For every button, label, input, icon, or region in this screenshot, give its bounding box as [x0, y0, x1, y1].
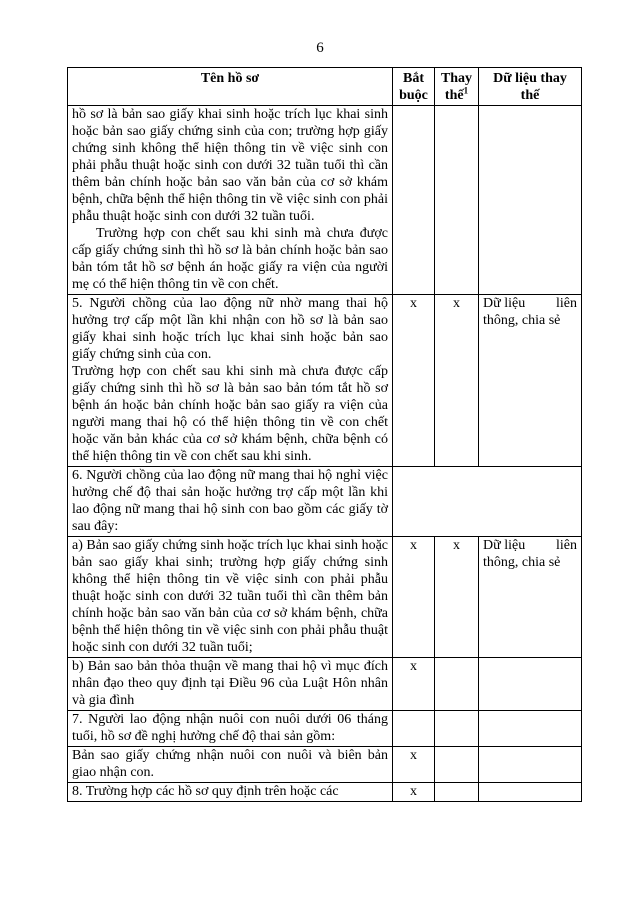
replace-cell [435, 747, 479, 783]
required-cell: x [393, 658, 435, 711]
row-name-cell [68, 783, 393, 802]
row-name-cell [68, 106, 393, 295]
replace-data-text: thông, chia sẻ [483, 555, 561, 570]
table-row [68, 658, 582, 711]
table-row [68, 467, 582, 537]
row-text: a) Bản sao giấy chứng sinh hoặc trích lục khai sinh hoặc bản sao giấy khai sinh; trường hợp giấy chứng sinh không thể hiện thông tin về việc sinh con phải phẫu thuật hoặc sinh con dưới 32 tuần tuổi thì cần thêm bản chính hoặc bản sao văn bản của cơ sở khám bệnh, chữa bệnh thể hiện thông tin về việc sinh con phải phẫu thuật hoặc sinh con dưới 32 tuần tuổi; [72, 538, 388, 655]
replace-data-cell [479, 658, 582, 711]
table-row [68, 295, 582, 467]
header-replace-label: Thay thế [440, 71, 473, 103]
replace-data-text: Dữ liệu [483, 538, 526, 553]
required-cell [393, 711, 435, 747]
row-text: 8. Trường hợp các hồ sơ quy định trên hoặc các [72, 784, 339, 799]
replace-cell [435, 783, 479, 802]
row-name-cell [68, 537, 393, 658]
row-name-cell [68, 711, 393, 747]
table-row [68, 106, 582, 295]
table-header-row [68, 68, 582, 106]
required-cell: x [393, 783, 435, 802]
row-text: b) Bản sao bản thỏa thuận về mang thai hộ vì mục đích nhân đạo theo quy định tại Điều 96 của Luật Hôn nhân và gia đình [72, 659, 388, 708]
row-text: 6. Người chồng của lao động nữ mang thai hộ nghỉ việc hưởng chế độ thai sản hoặc hưởng trợ cấp một lần khi lao động nữ mang thai hộ sinh con bao gồm các giấy tờ sau đây: [72, 468, 388, 534]
replace-data-cell [479, 711, 582, 747]
replace-cell [435, 711, 479, 747]
table-row [68, 747, 582, 783]
header-replace [435, 68, 479, 106]
header-replace-footnote: 1 [463, 85, 469, 96]
table-row [68, 711, 582, 747]
replace-data-cell [479, 106, 582, 295]
document-table [67, 67, 582, 802]
replace-cell [435, 658, 479, 711]
header-replace-data: Dữ liệu thay thế [479, 68, 582, 106]
row-text: 5. Người chồng của lao động nữ nhờ mang thai hộ hưởng trợ cấp một lần khi nhận con hồ sơ là bản sao giấy khai sinh hoặc trích lục khai sinh hoặc bản sao giấy chứng sinh của con. [72, 296, 388, 362]
row-text: 7. Người lao động nhận nuôi con nuôi dưới 06 tháng tuổi, hồ sơ đề nghị hưởng chế độ thai sản gồm: [72, 712, 388, 744]
replace-cell: x [435, 537, 479, 658]
replace-data-text: thông, chia sẻ [483, 313, 561, 328]
table-row [68, 537, 582, 658]
header-name: Tên hồ sơ [68, 68, 393, 106]
required-cell [393, 106, 435, 295]
replace-data-text: liên [556, 538, 577, 553]
replace-data-text: liên [556, 296, 577, 311]
replace-cell [435, 106, 479, 295]
replace-data-cell [479, 537, 582, 658]
replace-data-text: Dữ liệu [483, 296, 526, 311]
required-cell: x [393, 537, 435, 658]
row-name-cell [68, 467, 393, 537]
row-text: hồ sơ là bản sao giấy khai sinh hoặc trích lục khai sinh hoặc bản sao giấy chứng sinh của con; trường hợp giấy chứng sinh không thể hiện thông tin về việc sinh con phải phẫu thuật hoặc sinh con dưới 32 tuần tuổi thì cần thêm bản chính hoặc bản sao văn bản của cơ sở khám bệnh, chữa bệnh thể hiện thông tin về việc sinh con phải phẫu thuật hoặc sinh con dưới 32 tuần tuổi. [72, 107, 388, 224]
replace-data-cell [479, 747, 582, 783]
row-text: Bản sao giấy chứng nhận nuôi con nuôi và biên bản giao nhận con. [72, 748, 388, 780]
replace-data-cell [479, 295, 582, 467]
row-text: Trường hợp con chết sau khi sinh mà chưa được cấp giấy chứng sinh thì hồ sơ là bản sao bản tóm tắt hồ sơ bệnh án hoặc bản chính hoặc bản sao giấy ra viện của người mang thai hộ có thể hiện thông tin về con chết hoặc văn bản khác của cơ sở khám bệnh, chữa bệnh có thể hiện thông tin về con chết sau khi sinh. [72, 364, 388, 464]
required-cell: x [393, 295, 435, 467]
table-row [68, 783, 582, 802]
page-number: 6 [316, 40, 324, 56]
required-cell: x [393, 747, 435, 783]
replace-cell: x [435, 295, 479, 467]
replace-data-cell [479, 783, 582, 802]
row-text: Trường hợp con chết sau khi sinh mà chưa được cấp giấy chứng sinh thì hồ sơ là bản chính hoặc bản sao bản tóm tắt hồ sơ bệnh án hoặc giấy ra viện của người mẹ có thể hiện thông tin về con chết. [72, 226, 388, 292]
row-name-cell [68, 747, 393, 783]
row-name-cell [68, 295, 393, 467]
empty-cell [393, 467, 582, 537]
header-required: Bắt buộc [393, 68, 435, 106]
row-name-cell [68, 658, 393, 711]
